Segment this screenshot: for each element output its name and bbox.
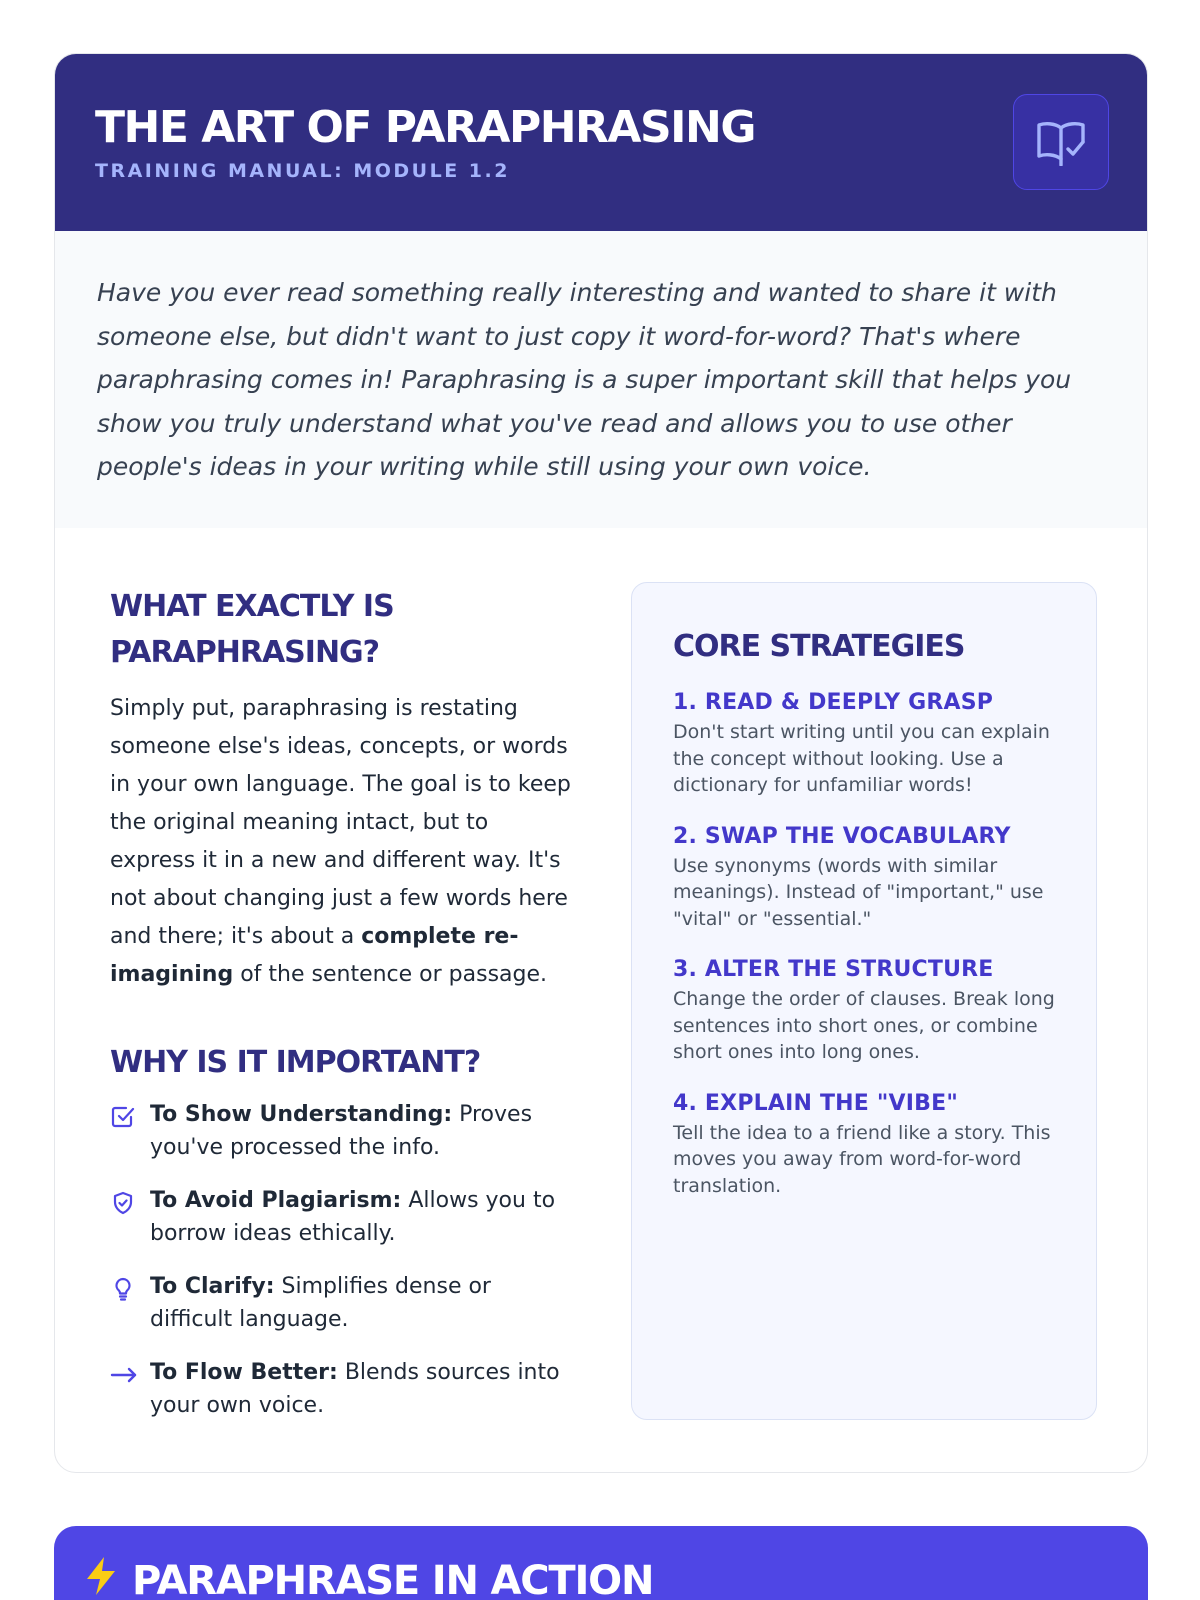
- book-check-icon: [1013, 94, 1109, 190]
- arrow-right-icon: [110, 1356, 150, 1392]
- paraphrase-in-action-section: [54, 1526, 1148, 1600]
- strategy-item: [673, 954, 1056, 1066]
- what-text-bold: complete re-imagining: [110, 924, 519, 987]
- strategy-body: Tell the idea to a friend like a story. This moves you away from word-for-word translation.: [673, 1121, 1051, 1197]
- strategies-heading: CORE STRATEGIES: [673, 629, 965, 664]
- strategy-item: [673, 821, 1056, 933]
- page-title: THE ART OF PARAPHRASING: [95, 102, 755, 153]
- check-square-icon: [110, 1098, 150, 1134]
- list-item: [110, 1098, 580, 1164]
- strategy-item: [673, 1088, 1056, 1200]
- module-card: [54, 53, 1148, 1473]
- strategy-heading: 3. ALTER THE STRUCTURE: [673, 957, 994, 982]
- what-text-start: Simply put, paraphrasing is restating someone else's ideas, concepts, or words in your own language. The goal is to keep the original meaning intact, but to express it in a new and different way. It's not about changing just a few words here and there; it's about a: [110, 696, 571, 949]
- intro-text: Have you ever read something really interesting and wanted to share it with someone else, but didn't want to just copy it word-for-word? That's where paraphrasing comes in! Paraphrasing is a super important skill that helps you show you truly understand what you've read and allows you to use other people's ideas in your writing while still using your own voice.: [97, 278, 1072, 481]
- why-item-text: To Clarify: Simplifies dense or difficult language.: [150, 1274, 491, 1332]
- action-heading: [84, 1556, 1118, 1600]
- list-item: [110, 1270, 580, 1336]
- core-strategies-panel: [631, 582, 1097, 1420]
- shield-check-icon: [110, 1184, 150, 1220]
- left-column: [110, 584, 580, 1442]
- strategy-body: Use synonyms (words with similar meanings). Instead of "important," use "vital" or "essential.": [673, 854, 1044, 930]
- strategy-body: Don't start writing until you can explain the concept without looking. Use a dictionary for unfamiliar words!: [673, 721, 1050, 796]
- why-heading: WHY IS IT IMPORTANT?: [110, 1045, 481, 1080]
- lightbulb-icon: [110, 1270, 150, 1306]
- lightning-bolt-icon: [84, 1556, 118, 1600]
- module-header: [55, 54, 1147, 231]
- page-subtitle: TRAINING MANUAL: MODULE 1.2: [95, 160, 510, 182]
- why-item-text: To Show Understanding: Proves you've processed the info.: [150, 1102, 533, 1160]
- list-item: [110, 1356, 580, 1422]
- strategy-body: Change the order of clauses. Break long sentences into short ones, or combine short ones into long ones.: [673, 988, 1055, 1063]
- strategy-item: [673, 687, 1056, 799]
- intro-section: [55, 231, 1147, 528]
- what-body: [110, 690, 580, 994]
- strategy-heading: 2. SWAP THE VOCABULARY: [673, 823, 1011, 849]
- why-list: [110, 1098, 580, 1422]
- why-item-text: To Avoid Plagiarism: Allows you to borrow ideas ethically.: [150, 1188, 556, 1246]
- list-item: [110, 1184, 580, 1250]
- action-title-text: PARAPHRASE IN ACTION: [132, 1558, 654, 1600]
- what-text-end: of the sentence or passage.: [233, 962, 548, 987]
- strategy-heading: 4. EXPLAIN THE "VIBE": [673, 1090, 958, 1116]
- what-heading: WHAT EXACTLY IS PARAPHRASING?: [110, 589, 394, 670]
- strategy-heading: 1. READ & DEEPLY GRASP: [673, 690, 994, 715]
- why-item-text: To Flow Better: Blends sources into your own voice.: [150, 1360, 560, 1418]
